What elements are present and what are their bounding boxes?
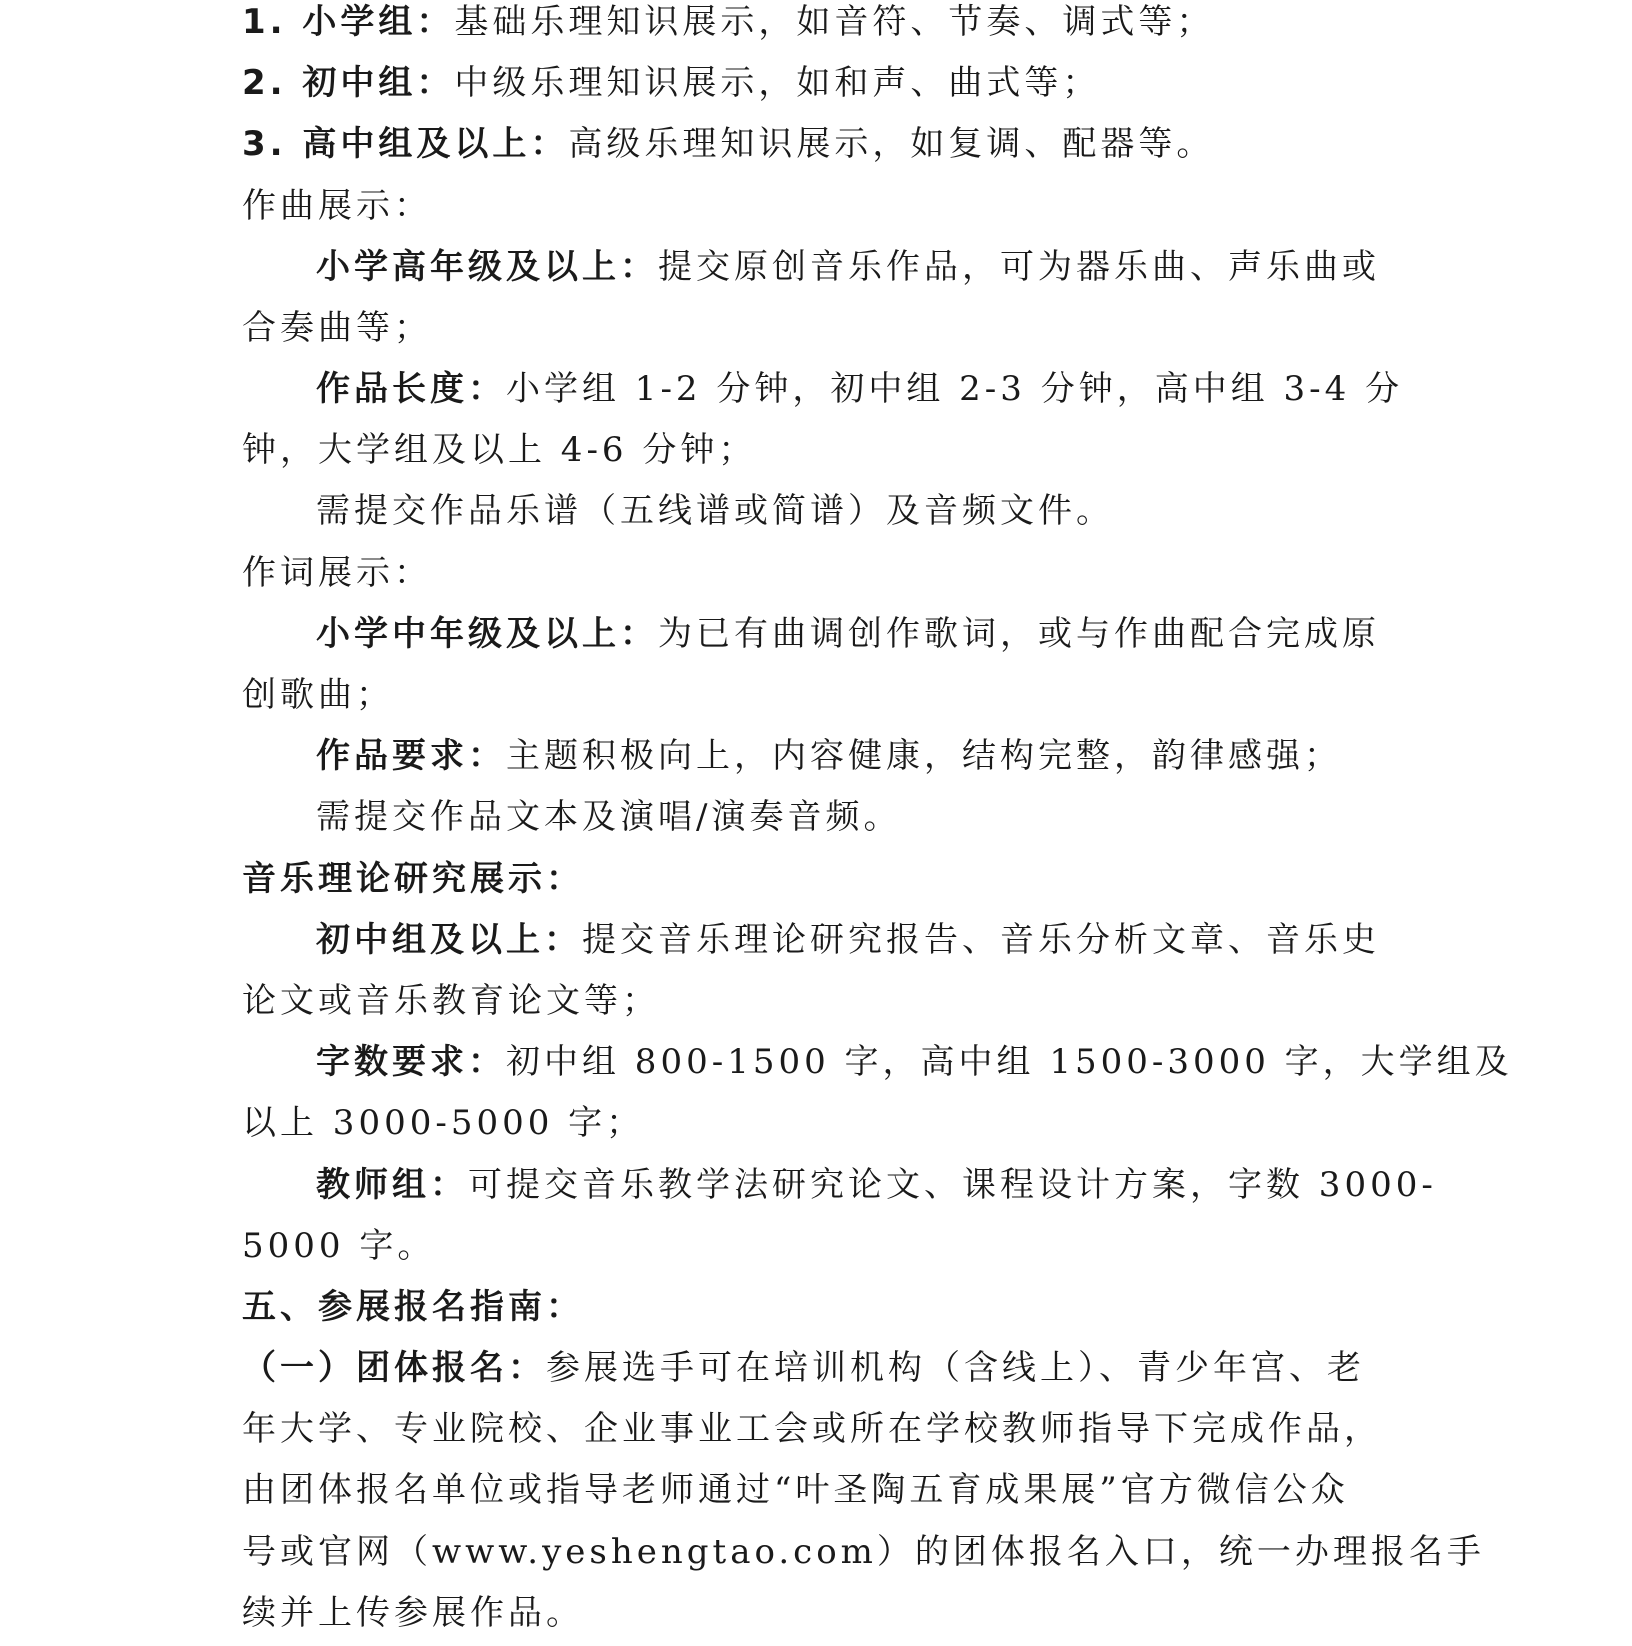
theory-junior-text: 中级乐理知识展示，如和声、曲式等； — [454, 63, 1101, 103]
theory-junior-line — [242, 63, 1100, 103]
research-heading: 音乐理论研究展示： — [242, 859, 584, 899]
theory-junior-label: 2. 初中组： — [242, 63, 455, 103]
composition-submission: 需提交作品乐谱（五线谱或简谱）及音频文件。 — [316, 491, 1114, 531]
registration-heading: 五、参展报名指南： — [242, 1287, 584, 1327]
registration-group-line-4: 号或官网（www.yeshengtao.com）的团体报名入口，统一办理报名手 — [242, 1532, 1485, 1572]
research-words-text: 初中组 800-1500 字，高中组 1500-3000 字，大学组及 — [506, 1042, 1513, 1082]
composition-heading: 作曲展示： — [242, 186, 432, 226]
registration-group-text: 参展选手可在培训机构（含线上）、青少年宫、老 — [546, 1348, 1365, 1388]
composition-length-continuation: 钟，大学组及以上 4-6 分钟； — [242, 430, 757, 470]
research-teacher-continuation: 5000 字。 — [242, 1226, 436, 1266]
theory-primary-line — [242, 2, 1214, 42]
lyrics-requirement-label: 作品要求： — [316, 736, 506, 776]
theory-senior-label: 3. 高中组及以上： — [242, 124, 569, 164]
research-eligibility-label: 初中组及以上： — [316, 920, 582, 960]
registration-group-line — [242, 1348, 1365, 1388]
theory-primary-label: 1. 小学组： — [242, 2, 455, 42]
lyrics-eligibility-line — [316, 614, 1380, 654]
theory-primary-text: 基础乐理知识展示，如音符、节奏、调式等； — [454, 2, 1215, 42]
lyrics-submission: 需提交作品文本及演唱/演奏音频。 — [316, 797, 902, 837]
research-words-line — [316, 1042, 1513, 1082]
lyrics-requirement-line — [316, 736, 1342, 776]
registration-group-line-3: 由团体报名单位或指导老师通过“叶圣陶五育成果展”官方微信公众 — [242, 1470, 1349, 1510]
composition-length-text: 小学组 1-2 分钟，初中组 2-3 分钟，高中组 3-4 分 — [506, 369, 1404, 409]
composition-eligibility-text: 提交原创音乐作品，可为器乐曲、声乐曲或 — [658, 247, 1380, 287]
research-eligibility-text: 提交音乐理论研究报告、音乐分析文章、音乐史 — [582, 920, 1380, 960]
composition-eligibility-line — [316, 247, 1380, 287]
registration-group-line-5: 续并上传参展作品。 — [242, 1593, 584, 1633]
composition-length-line — [316, 369, 1403, 409]
lyrics-requirement-text: 主题积极向上，内容健康，结构完整，韵律感强； — [506, 736, 1342, 776]
lyrics-eligibility-text: 为已有曲调创作歌词，或与作曲配合完成原 — [658, 614, 1380, 654]
lyrics-eligibility-label: 小学中年级及以上： — [316, 614, 658, 654]
lyrics-heading: 作词展示： — [242, 553, 432, 593]
research-words-label: 字数要求： — [316, 1042, 506, 1082]
research-eligibility-continuation: 论文或音乐教育论文等； — [242, 981, 660, 1021]
research-teacher-label: 教师组： — [316, 1165, 468, 1205]
composition-eligibility-continuation: 合奏曲等； — [242, 308, 432, 348]
theory-senior-text: 高级乐理知识展示，如复调、配器等。 — [568, 124, 1215, 164]
research-eligibility-line — [316, 920, 1380, 960]
lyrics-eligibility-continuation: 创歌曲； — [242, 675, 394, 715]
research-words-continuation: 以上 3000-5000 字； — [242, 1103, 645, 1143]
registration-group-line-2: 年大学、专业院校、企业事业工会或所在学校教师指导下完成作品， — [242, 1409, 1382, 1449]
research-teacher-text: 可提交音乐教学法研究论文、课程设计方案，字数 3000- — [468, 1165, 1437, 1205]
composition-length-label: 作品长度： — [316, 369, 506, 409]
theory-senior-line — [242, 124, 1214, 164]
composition-eligibility-label: 小学高年级及以上： — [316, 247, 658, 287]
research-teacher-line — [316, 1165, 1437, 1205]
registration-group-label: （一）团体报名： — [242, 1348, 546, 1388]
